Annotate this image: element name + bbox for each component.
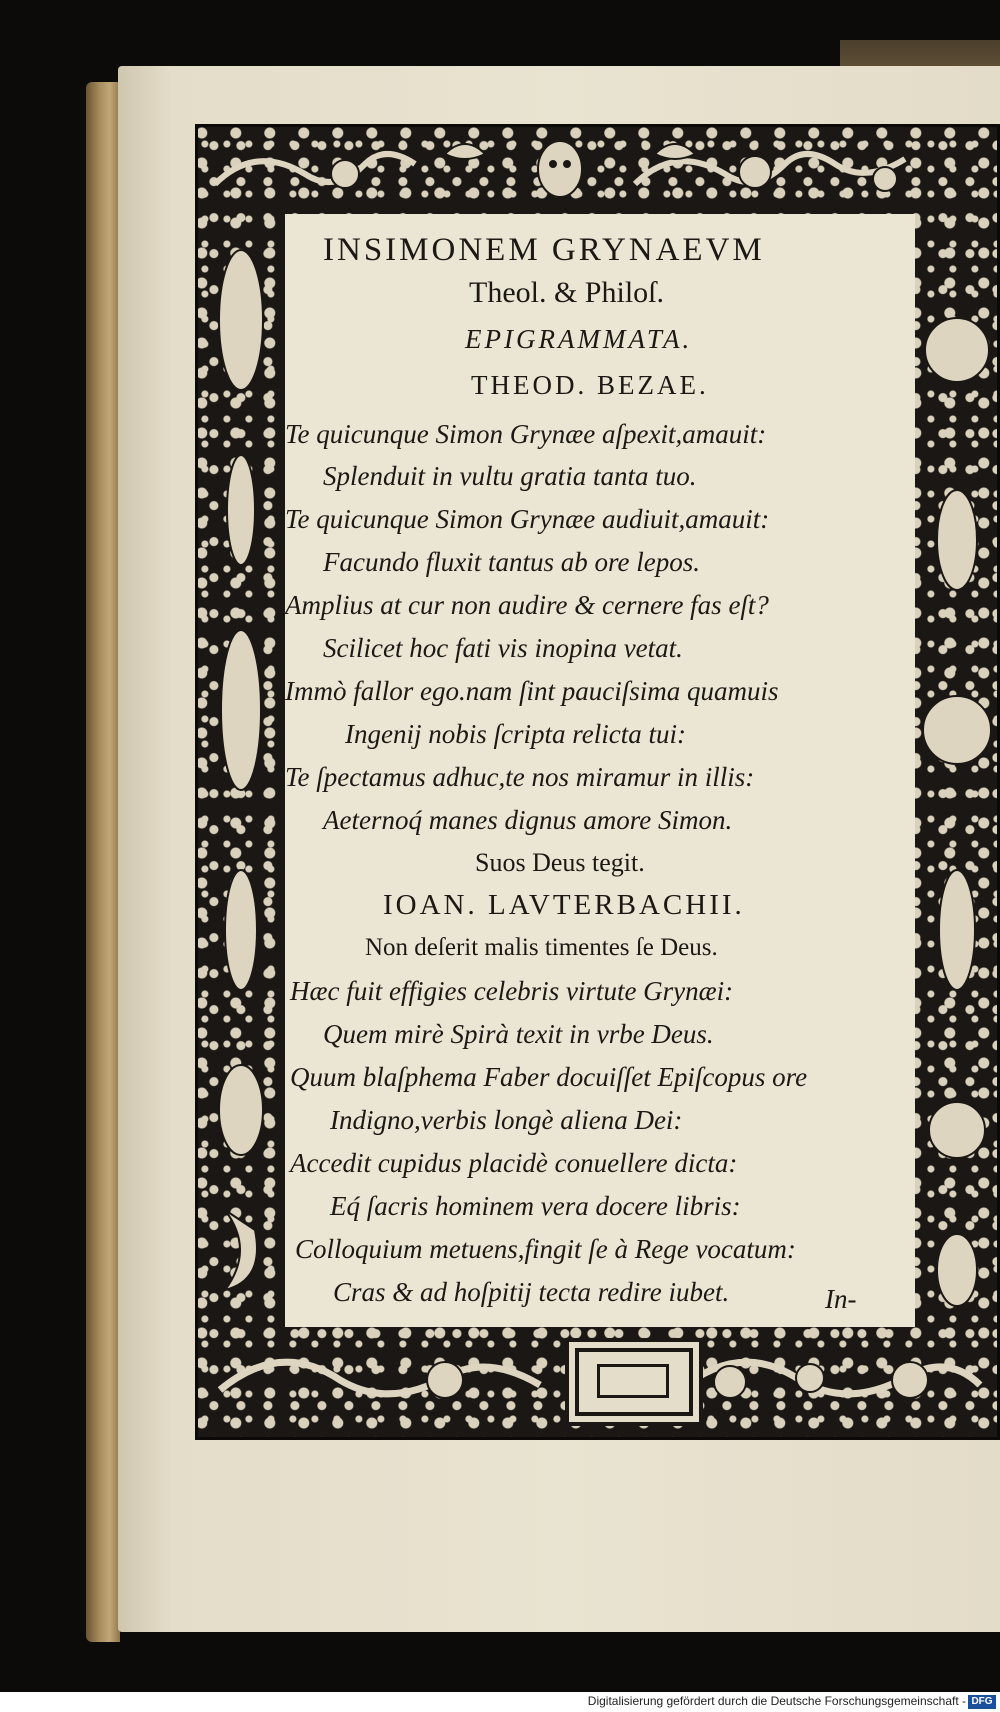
cartouche	[575, 1348, 693, 1416]
beza-verse-3: Te quicunque Simon Grynæe audiuit,amauit:	[285, 504, 770, 534]
top-ornament	[195, 124, 1000, 212]
lauterbach-heading: IOAN. LAVTERBACHII.	[383, 889, 745, 921]
lauterbach-motto: Non deſerit malis timentes ſe Deus.	[365, 934, 718, 961]
right-border-ornament	[914, 210, 1000, 1322]
lauterbach-verse-1: Hæc fuit effigies celebris virtute Grynæi:	[290, 976, 734, 1006]
beza-motto: Suos Deus tegit.	[475, 848, 645, 877]
lauterbach-verse-3: Quum blaſphema Faber docuiſſet Epiſcopus ore	[290, 1062, 808, 1092]
footer-credit: Digitalisierung gefördert durch die Deutsche Forschungsgemeinschaft -	[587, 1694, 966, 1708]
beza-verse-1: Te quicunque Simon Grynæe aſpexit,amauit:	[285, 419, 767, 449]
title-line-3: EPIGRAMMATA.	[465, 324, 693, 354]
left-border-ornament	[195, 210, 287, 1322]
beza-verse-6: Scilicet hoc fati vis inopina vetat.	[323, 633, 683, 663]
title-line-1: INSIMONEM GRYNAEVM	[323, 232, 765, 268]
lauterbach-verse-7: Colloquium metuens,fingit ſe à Rege vocatum:	[295, 1234, 796, 1264]
beza-verse-7: Immò fallor ego.nam ſint pauciſsima quamuis	[285, 676, 779, 706]
beza-verse-10: Aeternoq́ manes dignus amore Simon.	[323, 805, 733, 835]
text-panel	[285, 214, 915, 1327]
title-line-2: Theol. & Philoſ.	[469, 276, 664, 309]
lauterbach-verse-8: Cras & ad hoſpitij tecta redire iubet.	[333, 1277, 730, 1307]
lauterbach-verse-6: Eq́ ſacris hominem vera docere libris:	[330, 1191, 741, 1221]
dfg-logo: DFG	[968, 1695, 996, 1709]
lauterbach-verse-4: Indigno,verbis longè aliena Dei:	[330, 1105, 683, 1135]
lauterbach-verse-2: Quem mirè Spirà texit in vrbe Deus.	[323, 1019, 714, 1049]
lauterbach-verse-5: Accedit cupidus placidè conuellere dicta:	[290, 1148, 738, 1178]
catchword: In-	[825, 1284, 857, 1314]
book-page-edges	[86, 82, 120, 1642]
title-line-4: THEOD. BEZAE.	[471, 370, 709, 400]
beza-verse-4: Facundo fluxit tantus ab ore lepos.	[323, 547, 700, 577]
beza-verse-9: Te ſpectamus adhuc,te nos miramur in illis:	[285, 762, 755, 792]
beza-verse-2: Splenduit in vultu gratia tanta tuo.	[323, 461, 697, 491]
beza-verse-5: Amplius at cur non audire & cernere fas eſt?	[285, 590, 769, 620]
beza-verse-8: Ingenij nobis ſcripta relicta tui:	[345, 719, 686, 749]
